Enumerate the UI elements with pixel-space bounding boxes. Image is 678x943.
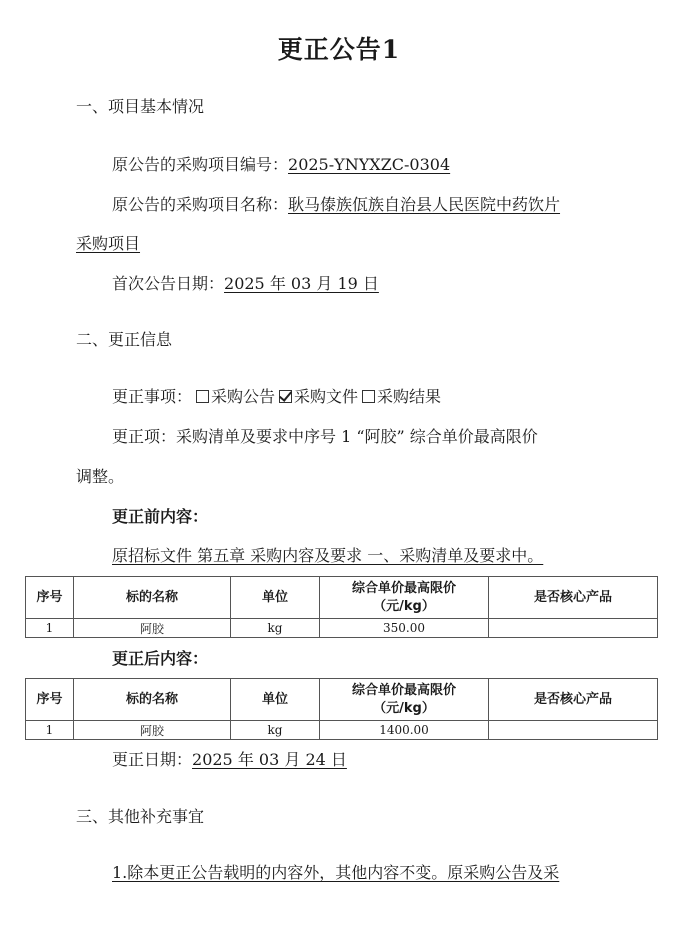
before-content-label: 更正前内容： xyxy=(112,507,209,526)
correction-date-row xyxy=(112,749,347,771)
project-name-value-line2: 采购项目 xyxy=(76,234,141,253)
project-no-label: 原公告的采购项目编号： xyxy=(112,155,289,174)
cell-name: 阿胶 xyxy=(74,721,231,740)
header-price xyxy=(320,577,489,619)
project-no-row xyxy=(112,154,450,176)
cell-no: 1 xyxy=(26,619,74,638)
cell-name: 阿胶 xyxy=(74,619,231,638)
table-header-row xyxy=(26,679,658,721)
section1-heading: 一、项目基本情况 xyxy=(76,97,205,116)
table-row xyxy=(26,721,658,740)
cell-no: 1 xyxy=(26,721,74,740)
correction-date-label: 更正日期： xyxy=(112,750,193,769)
header-price-line2: （元/kg） xyxy=(373,598,435,614)
cell-price: 1400.00 xyxy=(320,721,489,740)
checkbox-purchase-result[interactable] xyxy=(362,390,375,403)
header-no: 序号 xyxy=(26,577,74,619)
header-price-line1: 综合单价最高限价 xyxy=(351,580,456,596)
table-before xyxy=(25,576,658,638)
checkbox-purchase-notice[interactable] xyxy=(196,390,209,403)
project-name-row xyxy=(112,194,560,216)
section3-heading: 三、其他补充事宜 xyxy=(76,807,205,826)
page-title: 更正公告1 xyxy=(277,35,401,64)
project-no-value: 2025-YNYXZC-0304 xyxy=(288,155,451,174)
header-core: 是否核心产品 xyxy=(489,679,658,721)
project-name-value-line1: 耿马傣族佤族自治县人民医院中药饮片 xyxy=(288,195,561,214)
correction-date-value: 2025 年 03 月 24 日 xyxy=(192,750,347,769)
header-price xyxy=(320,679,489,721)
first-date-value: 2025 年 03 月 19 日 xyxy=(224,274,379,293)
cell-price: 350.00 xyxy=(320,619,489,638)
option-purchase-notice: 采购公告 xyxy=(211,387,276,406)
cell-unit: kg xyxy=(231,619,320,638)
header-unit: 单位 xyxy=(231,679,320,721)
header-unit: 单位 xyxy=(231,577,320,619)
cell-unit: kg xyxy=(231,721,320,740)
header-name: 标的名称 xyxy=(74,679,231,721)
section2-heading: 二、更正信息 xyxy=(76,330,173,349)
cell-core xyxy=(489,619,658,638)
first-date-row xyxy=(112,273,379,295)
after-content-label: 更正后内容： xyxy=(112,649,209,668)
header-core: 是否核心产品 xyxy=(489,577,658,619)
before-reference: 原招标文件 第五章 采购内容及要求 一、采购清单及要求中。 xyxy=(112,546,544,565)
table-after xyxy=(25,678,658,740)
correction-items-label: 更正事项： xyxy=(112,387,193,406)
table-row xyxy=(26,619,658,638)
option-purchase-docs: 采购文件 xyxy=(294,387,359,406)
correction-items-row xyxy=(112,386,441,408)
header-name: 标的名称 xyxy=(74,577,231,619)
header-price-line2: （元/kg） xyxy=(373,700,435,716)
first-date-label: 首次公告日期： xyxy=(112,274,225,293)
correction-item-line2: 调整。 xyxy=(76,467,125,486)
header-no: 序号 xyxy=(26,679,74,721)
table-header-row xyxy=(26,577,658,619)
supplement-item-1: 1.除本更正公告载明的内容外，其他内容不变。原采购公告及采 xyxy=(112,863,560,882)
checkbox-purchase-docs[interactable] xyxy=(279,390,292,403)
project-name-label: 原公告的采购项目名称： xyxy=(112,195,289,214)
header-price-line1: 综合单价最高限价 xyxy=(351,682,456,698)
cell-core xyxy=(489,721,658,740)
correction-item-line1: 更正项：采购清单及要求中序号 1 “阿胶” 综合单价最高限价 xyxy=(112,427,538,446)
option-purchase-result: 采购结果 xyxy=(377,387,442,406)
